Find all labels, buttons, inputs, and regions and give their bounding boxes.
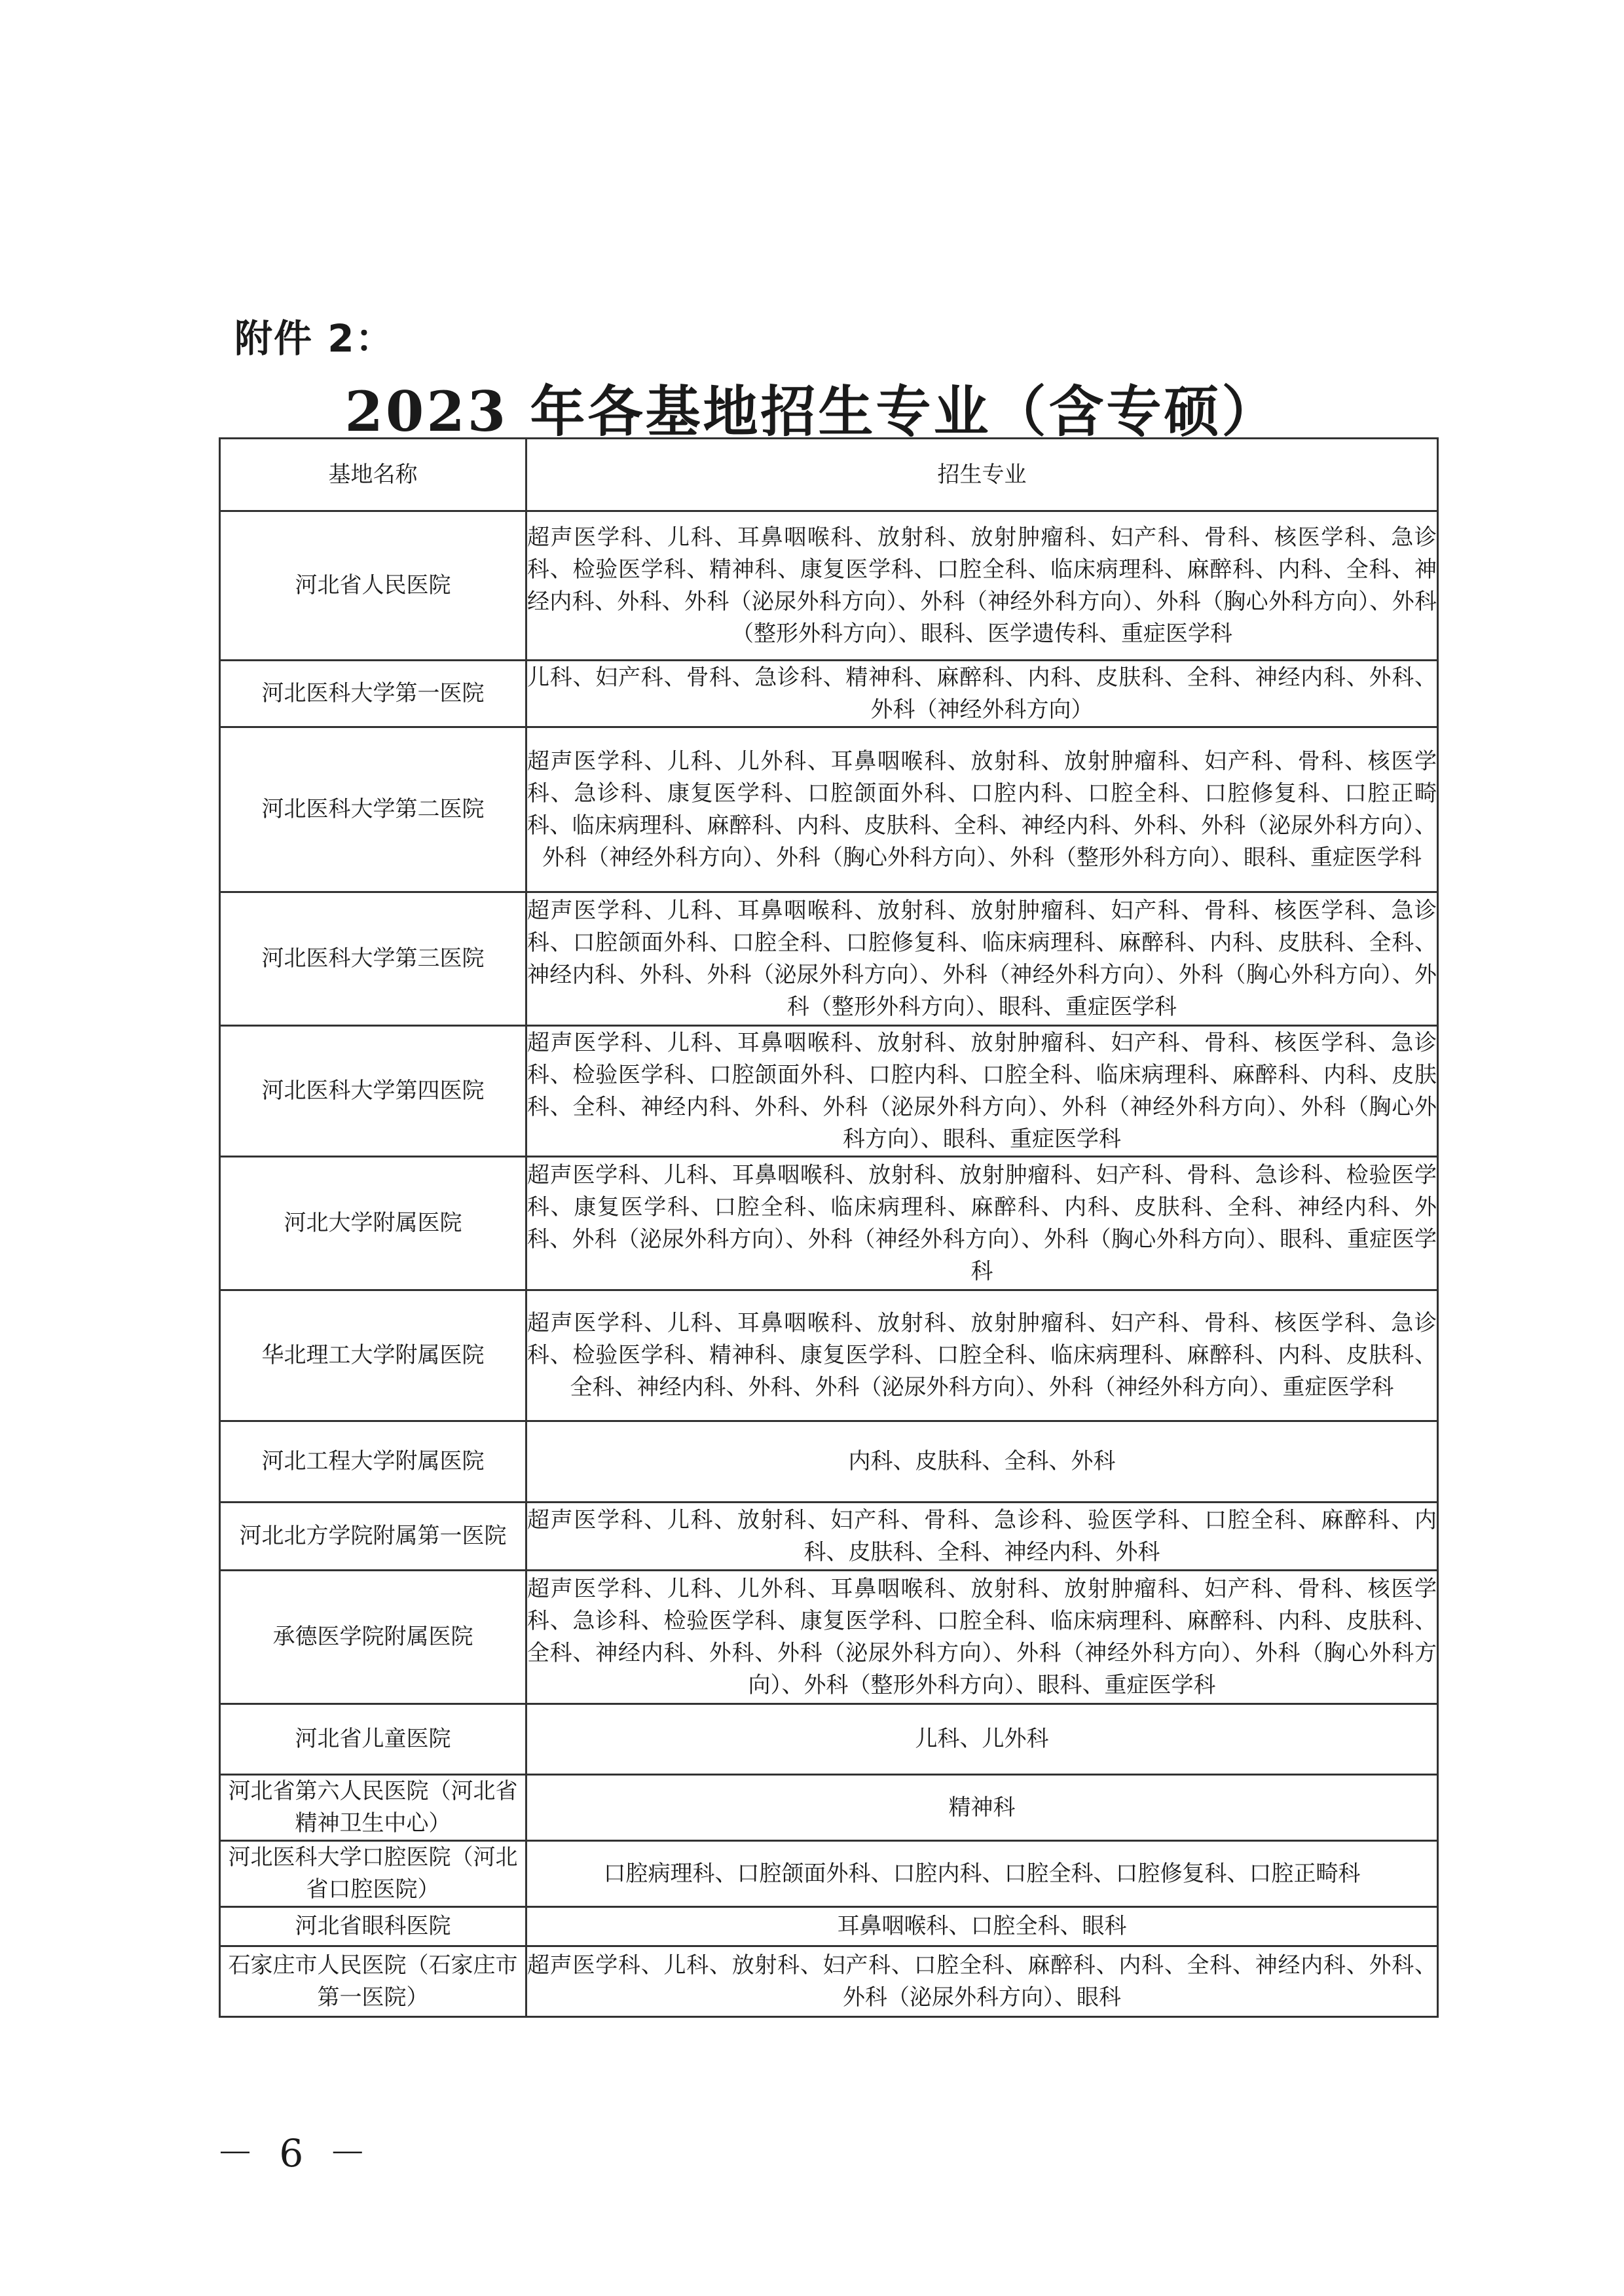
- majors-cell: 儿科、妇产科、骨科、急诊科、精神科、麻醉科、内科、皮肤科、全科、神经内科、外科、外科（神经外科方向）: [526, 661, 1438, 727]
- majors-cell: 超声医学科、儿科、放射科、妇产科、口腔全科、麻醉科、内科、全科、神经内科、外科、外科（泌尿外科方向）、眼科: [526, 1946, 1438, 2017]
- majors-cell: 内科、皮肤科、全科、外科: [526, 1421, 1438, 1503]
- column-header-majors: 招生专业: [526, 439, 1438, 511]
- attachment-label: 附件 2：: [234, 316, 395, 361]
- table-row: [220, 1026, 1438, 1157]
- page-title: 2023 年各基地招生专业（含专硕）: [344, 379, 1280, 444]
- table-row: [220, 1421, 1438, 1503]
- column-header-base-name: 基地名称: [220, 439, 526, 511]
- base-name-cell: 河北省第六人民医院（河北省精神卫生中心）: [220, 1775, 526, 1841]
- table-row: [220, 1290, 1438, 1421]
- table-row: [220, 727, 1438, 892]
- majors-cell: 超声医学科、儿科、耳鼻咽喉科、放射科、放射肿瘤科、妇产科、骨科、核医学科、急诊科、口腔颌面外科、口腔全科、口腔修复科、临床病理科、麻醉科、内科、皮肤科、全科、神经内科、外科、外科（泌尿外科方向）、外科（神经外科方向）、外科（胸心外科方向）、外科（整形外科方向）、眼科、重症医学科: [526, 892, 1438, 1026]
- majors-cell: 超声医学科、儿科、儿外科、耳鼻咽喉科、放射科、放射肿瘤科、妇产科、骨科、核医学科、急诊科、检验医学科、康复医学科、口腔全科、临床病理科、麻醉科、内科、皮肤科、全科、神经内科、外科、外科（泌尿外科方向）、外科（神经外科方向）、外科（胸心外科方向）、外科（整形外科方向）、眼科、重症医学科: [526, 1571, 1438, 1704]
- majors-cell: 儿科、儿外科: [526, 1704, 1438, 1775]
- base-name-cell: 河北大学附属医院: [220, 1157, 526, 1290]
- table-row: [220, 511, 1438, 661]
- base-name-cell: 河北医科大学第一医院: [220, 661, 526, 727]
- base-name-cell: 河北北方学院附属第一医院: [220, 1503, 526, 1571]
- base-name-cell: 河北医科大学第二医院: [220, 727, 526, 892]
- base-name-cell: 河北省眼科医院: [220, 1907, 526, 1946]
- majors-cell: 超声医学科、儿科、耳鼻咽喉科、放射科、放射肿瘤科、妇产科、骨科、急诊科、检验医学科、康复医学科、口腔全科、临床病理科、麻醉科、内科、皮肤科、全科、神经内科、外科、外科（泌尿外科方向）、外科（神经外科方向）、外科（胸心外科方向）、眼科、重症医学科: [526, 1157, 1438, 1290]
- base-name-cell: 河北工程大学附属医院: [220, 1421, 526, 1503]
- table-row: [220, 1571, 1438, 1704]
- table-row: [220, 1907, 1438, 1946]
- base-name-cell: 河北省儿童医院: [220, 1704, 526, 1775]
- majors-cell: 超声医学科、儿科、耳鼻咽喉科、放射科、放射肿瘤科、妇产科、骨科、核医学科、急诊科、检验医学科、口腔颌面外科、口腔内科、口腔全科、临床病理科、麻醉科、内科、皮肤科、全科、神经内科、外科、外科（泌尿外科方向）、外科（神经外科方向）、外科（胸心外科方向）、眼科、重症医学科: [526, 1026, 1438, 1157]
- base-name-cell: 华北理工大学附属医院: [220, 1290, 526, 1421]
- majors-table: [219, 437, 1439, 2018]
- table-row: [220, 892, 1438, 1026]
- table-row: [220, 1775, 1438, 1841]
- majors-cell: 超声医学科、儿科、耳鼻咽喉科、放射科、放射肿瘤科、妇产科、骨科、核医学科、急诊科、检验医学科、精神科、康复医学科、口腔全科、临床病理科、麻醉科、内科、全科、神经内科、外科、外科（泌尿外科方向）、外科（神经外科方向）、外科（胸心外科方向）、外科（整形外科方向）、眼科、医学遗传科、重症医学科: [526, 511, 1438, 661]
- table-row: [220, 1503, 1438, 1571]
- majors-cell: 耳鼻咽喉科、口腔全科、眼科: [526, 1907, 1438, 1946]
- table-row: [220, 1704, 1438, 1775]
- majors-cell: 超声医学科、儿科、耳鼻咽喉科、放射科、放射肿瘤科、妇产科、骨科、核医学科、急诊科、检验医学科、精神科、康复医学科、口腔全科、临床病理科、麻醉科、内科、皮肤科、全科、神经内科、外科、外科（泌尿外科方向）、外科（神经外科方向）、重症医学科: [526, 1290, 1438, 1421]
- table-row: [220, 1157, 1438, 1290]
- base-name-cell: 河北医科大学第三医院: [220, 892, 526, 1026]
- base-name-cell: 河北医科大学口腔医院（河北省口腔医院）: [220, 1841, 526, 1907]
- majors-cell: 超声医学科、儿科、儿外科、耳鼻咽喉科、放射科、放射肿瘤科、妇产科、骨科、核医学科、急诊科、康复医学科、口腔颌面外科、口腔内科、口腔全科、口腔修复科、口腔正畸科、临床病理科、麻醉科、内科、皮肤科、全科、神经内科、外科、外科（泌尿外科方向）、外科（神经外科方向）、外科（胸心外科方向）、外科（整形外科方向）、眼科、重症医学科: [526, 727, 1438, 892]
- majors-cell: 精神科: [526, 1775, 1438, 1841]
- base-name-cell: 河北医科大学第四医院: [220, 1026, 526, 1157]
- table-header-row: [220, 439, 1438, 511]
- base-name-cell: 承德医学院附属医院: [220, 1571, 526, 1704]
- base-name-cell: 河北省人民医院: [220, 511, 526, 661]
- page-number: － 6 －: [216, 2131, 373, 2176]
- table-row: [220, 1841, 1438, 1907]
- majors-cell: 口腔病理科、口腔颌面外科、口腔内科、口腔全科、口腔修复科、口腔正畸科: [526, 1841, 1438, 1907]
- base-name-cell: 石家庄市人民医院（石家庄市第一医院）: [220, 1946, 526, 2017]
- table-row: [220, 661, 1438, 727]
- table-row: [220, 1946, 1438, 2017]
- majors-cell: 超声医学科、儿科、放射科、妇产科、骨科、急诊科、验医学科、口腔全科、麻醉科、内科、皮肤科、全科、神经内科、外科: [526, 1503, 1438, 1571]
